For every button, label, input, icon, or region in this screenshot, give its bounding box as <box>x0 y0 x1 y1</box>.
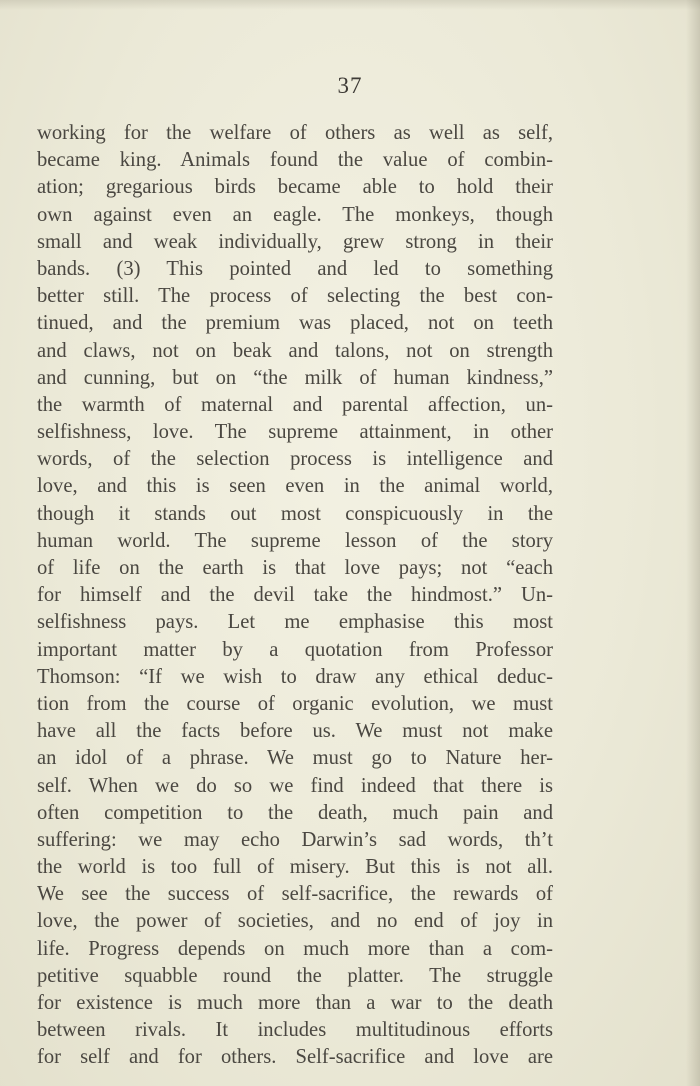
text-line: for self and for others. Self-sacrifice and love are <box>37 1046 553 1069</box>
text-line: suffering: we may echo Darwin’s sad words, th’t <box>37 828 553 851</box>
body-paragraph <box>37 120 553 1072</box>
text-line: love, the power of societies, and no end of joy in <box>37 910 553 933</box>
text-line: We see the success of self-sacrifice, the rewards of <box>37 883 553 906</box>
text-line: petitive squabble round the platter. The struggle <box>37 964 553 987</box>
text-line: and cunning, but on “the milk of human kindness,” <box>37 366 553 389</box>
text-line: human world. The supreme lesson of the story <box>37 529 553 552</box>
text-line: though it stands out most conspicuously in the <box>37 502 553 525</box>
text-line: an idol of a phrase. We must go to Nature her- <box>37 747 553 770</box>
text-line: often competition to the death, much pain and <box>37 801 553 824</box>
text-line: the warmth of maternal and parental affection, un- <box>37 393 553 416</box>
text-line: self. When we do so we find indeed that there is <box>37 774 553 797</box>
text-line: life. Progress depends on much more than a com- <box>37 937 553 960</box>
text-line: of life on the earth is that love pays; not “each <box>37 557 553 579</box>
text-line: tion from the course of organic evolution, we must <box>37 692 553 715</box>
text-line: important matter by a quotation from Professor <box>37 638 553 661</box>
page-number: 37 <box>337 73 363 98</box>
text-line: have all the facts before us. We must not make <box>37 720 553 743</box>
text-line: between rivals. It includes multitudinous efforts <box>37 1019 553 1042</box>
text-line: for himself and the devil take the hindmost.” Un- <box>37 584 553 607</box>
text-line: selfishness pays. Let me emphasise this most <box>37 611 553 634</box>
text-line: better still. The process of selecting the best con- <box>37 285 553 308</box>
page-top-shadow <box>0 0 700 10</box>
text-line: the world is too full of misery. But this is not all. <box>37 856 553 879</box>
text-line: ation; gregarious birds became able to hold their <box>37 176 553 199</box>
text-line: working for the welfare of others as well as self, <box>37 122 553 144</box>
text-line: tinued, and the premium was placed, not on teeth <box>37 312 553 335</box>
text-line: love, and this is seen even in the animal world, <box>37 475 553 498</box>
text-line: and claws, not on beak and talons, not on strength <box>37 339 553 362</box>
text-line: Thomson: “If we wish to draw any ethical deduc- <box>37 665 553 688</box>
text-line: for existence is much more than a war to the death <box>37 992 553 1014</box>
text-line: became king. Animals found the value of combin- <box>37 149 553 172</box>
text-line: small and weak individually, grew strong in their <box>37 230 553 253</box>
text-line: own against even an eagle. The monkeys, though <box>37 203 553 226</box>
text-line: bands. (3) This pointed and led to something <box>37 257 553 280</box>
text-line: words, of the selection process is intelligence and <box>37 448 553 471</box>
page-edge-shadow <box>686 0 700 1086</box>
text-line: selfishness, love. The supreme attainment, in other <box>37 421 553 444</box>
